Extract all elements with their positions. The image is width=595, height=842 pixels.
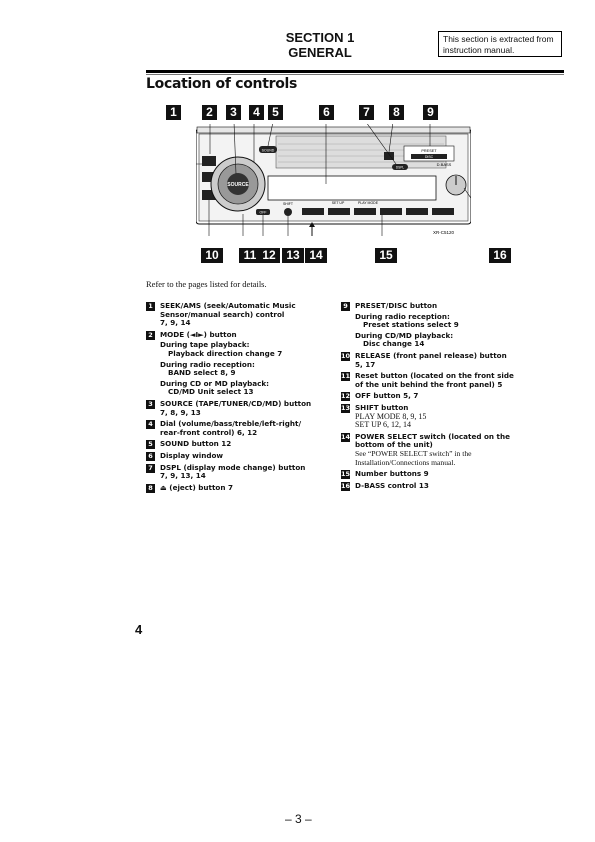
- item-number-badge: 15: [341, 470, 351, 479]
- callout-6: 6: [319, 105, 334, 120]
- callout-15: 15: [375, 248, 397, 263]
- item-sub-head: During CD/MD playback:: [355, 330, 454, 340]
- item-label: Reset button (located on the front side of the unit behind the front panel) 5: [355, 371, 514, 389]
- item-number-badge: 6: [146, 452, 155, 461]
- item-label: SOUND button 12: [160, 439, 232, 449]
- callout-9: 9: [423, 105, 438, 120]
- item-label: SHIFT button: [355, 402, 409, 412]
- item-number-badge: 5: [146, 440, 155, 449]
- title-rule: [146, 70, 564, 73]
- head-unit-diagram: [196, 124, 471, 236]
- controls-list-right: [341, 302, 561, 493]
- control-item-14: [341, 433, 561, 467]
- control-item-7: [146, 464, 331, 481]
- callout-13: 13: [282, 248, 304, 263]
- control-item-1: [146, 302, 331, 328]
- playmode-label: PLAY MODE: [357, 201, 379, 205]
- item-number-badge: 14: [341, 432, 351, 441]
- item-number-badge: 9: [341, 302, 350, 311]
- item-number-badge: 16: [341, 481, 351, 490]
- control-item-11: [341, 372, 561, 389]
- section-heading: [260, 30, 380, 60]
- control-item-3: [146, 400, 331, 417]
- item-sub-body: BAND select 8, 9: [168, 368, 236, 378]
- item-sub: [355, 332, 561, 349]
- dspl-label: DSPL: [395, 165, 405, 170]
- setup-label: SET UP: [331, 201, 345, 205]
- extract-note: This section is extracted from instruction manual.: [438, 31, 562, 57]
- callout-2: 2: [202, 105, 217, 120]
- item-sub-head: During CD or MD playback:: [160, 378, 270, 388]
- item-number-badge: 13: [341, 403, 351, 412]
- item-number-badge: 12: [341, 392, 351, 401]
- preset-label: PRESET: [421, 149, 437, 153]
- control-item-13: [341, 404, 561, 430]
- item-sub: [355, 313, 561, 330]
- section-subtitle: GENERAL: [288, 45, 352, 60]
- item-sub-head: During radio reception:: [355, 311, 450, 321]
- item-line: PLAY MODE 8, 9, 15: [355, 411, 427, 421]
- item-number-badge: 4: [146, 420, 155, 429]
- item-number-badge: 7: [146, 464, 155, 473]
- item-label: Dial (volume/bass/treble/left-right/ rear-front control) 6, 12: [160, 419, 302, 437]
- control-item-4: [146, 420, 331, 437]
- model-label: XR-C5120: [432, 230, 454, 235]
- item-label: Display window: [160, 450, 224, 460]
- item-label: POWER SELECT switch (located on the bottom of the unit): [355, 431, 510, 450]
- callout-8: 8: [389, 105, 404, 120]
- control-item-16: [341, 482, 561, 491]
- control-item-9: [341, 302, 561, 349]
- item-label: D-BASS control 13: [355, 480, 429, 490]
- callout-7: 7: [359, 105, 374, 120]
- item-sub: [160, 380, 331, 397]
- section-number: SECTION 1: [285, 30, 355, 45]
- disc-label: DISC: [424, 155, 434, 159]
- item-number-badge: 8: [146, 484, 155, 493]
- item-label: ⏏ (eject) button 7: [160, 482, 233, 492]
- controls-list-left: [146, 302, 331, 495]
- item-label: PRESET/DISC button: [355, 301, 438, 310]
- control-item-15: [341, 470, 561, 479]
- item-label: SOURCE (TAPE/TUNER/CD/MD) button 7, 8, 9, 13: [160, 398, 312, 417]
- item-label: SEEK/AMS (seek/Automatic Music Sensor/manual search) control 7, 9, 14: [160, 301, 296, 328]
- callout-1: 1: [166, 105, 181, 120]
- item-label: DSPL (display mode change) button 7, 9, 13, 14: [160, 462, 306, 481]
- control-item-12: [341, 392, 561, 401]
- callout-5: 5: [268, 105, 283, 120]
- item-label: RELEASE (front panel release) button 5, 17: [355, 350, 507, 369]
- title-rule-thin: [146, 74, 564, 75]
- section-page-marker: 4: [135, 622, 143, 637]
- item-note: See “POWER SELECT switch” in the Installation/Connections manual.: [355, 448, 472, 467]
- callout-3: 3: [226, 105, 241, 120]
- item-sub-body: Playback direction change 7: [168, 348, 283, 358]
- item-number-badge: 1: [146, 302, 155, 311]
- control-item-2: [146, 331, 331, 397]
- item-sub-head: During tape playback:: [160, 340, 250, 350]
- callout-16: 16: [489, 248, 511, 263]
- item-label: Number buttons 9: [355, 469, 429, 479]
- item-number-badge: 2: [146, 331, 155, 340]
- refer-note: Refer to the pages listed for details.: [146, 279, 267, 289]
- item-sub-head: During radio reception:: [160, 359, 255, 369]
- sound-label: SOUND: [261, 148, 275, 153]
- off-label: OFF: [259, 210, 267, 215]
- item-number-badge: 11: [341, 372, 351, 381]
- callout-10: 10: [201, 248, 223, 263]
- item-sub: [160, 341, 331, 358]
- page-title: Location of controls: [146, 76, 298, 92]
- item-sub-body: Disc change 14: [363, 339, 425, 349]
- item-sub: [160, 361, 331, 378]
- page-footer: – 3 –: [285, 812, 312, 826]
- callout-14: 14: [305, 248, 327, 263]
- control-item-5: [146, 440, 331, 449]
- callout-11: 11: [239, 248, 261, 263]
- item-number-badge: 10: [341, 351, 351, 360]
- item-line: SET UP 6, 12, 14: [355, 420, 412, 430]
- control-item-8: [146, 484, 331, 493]
- callout-4: 4: [249, 105, 264, 120]
- source-label: SOURCE: [227, 182, 249, 188]
- shift-label: SHIFT: [282, 202, 294, 206]
- item-number-badge: 3: [146, 400, 155, 409]
- item-sub-body: Preset stations select 9: [363, 320, 459, 330]
- callout-12: 12: [258, 248, 280, 263]
- control-item-6: [146, 452, 331, 461]
- dbass-label: D.BASS: [436, 162, 452, 167]
- item-label: MODE (◄I►) button: [160, 329, 237, 339]
- control-item-10: [341, 352, 561, 369]
- item-sub-body: CD/MD Unit select 13: [168, 387, 254, 397]
- item-label: OFF button 5, 7: [355, 391, 419, 401]
